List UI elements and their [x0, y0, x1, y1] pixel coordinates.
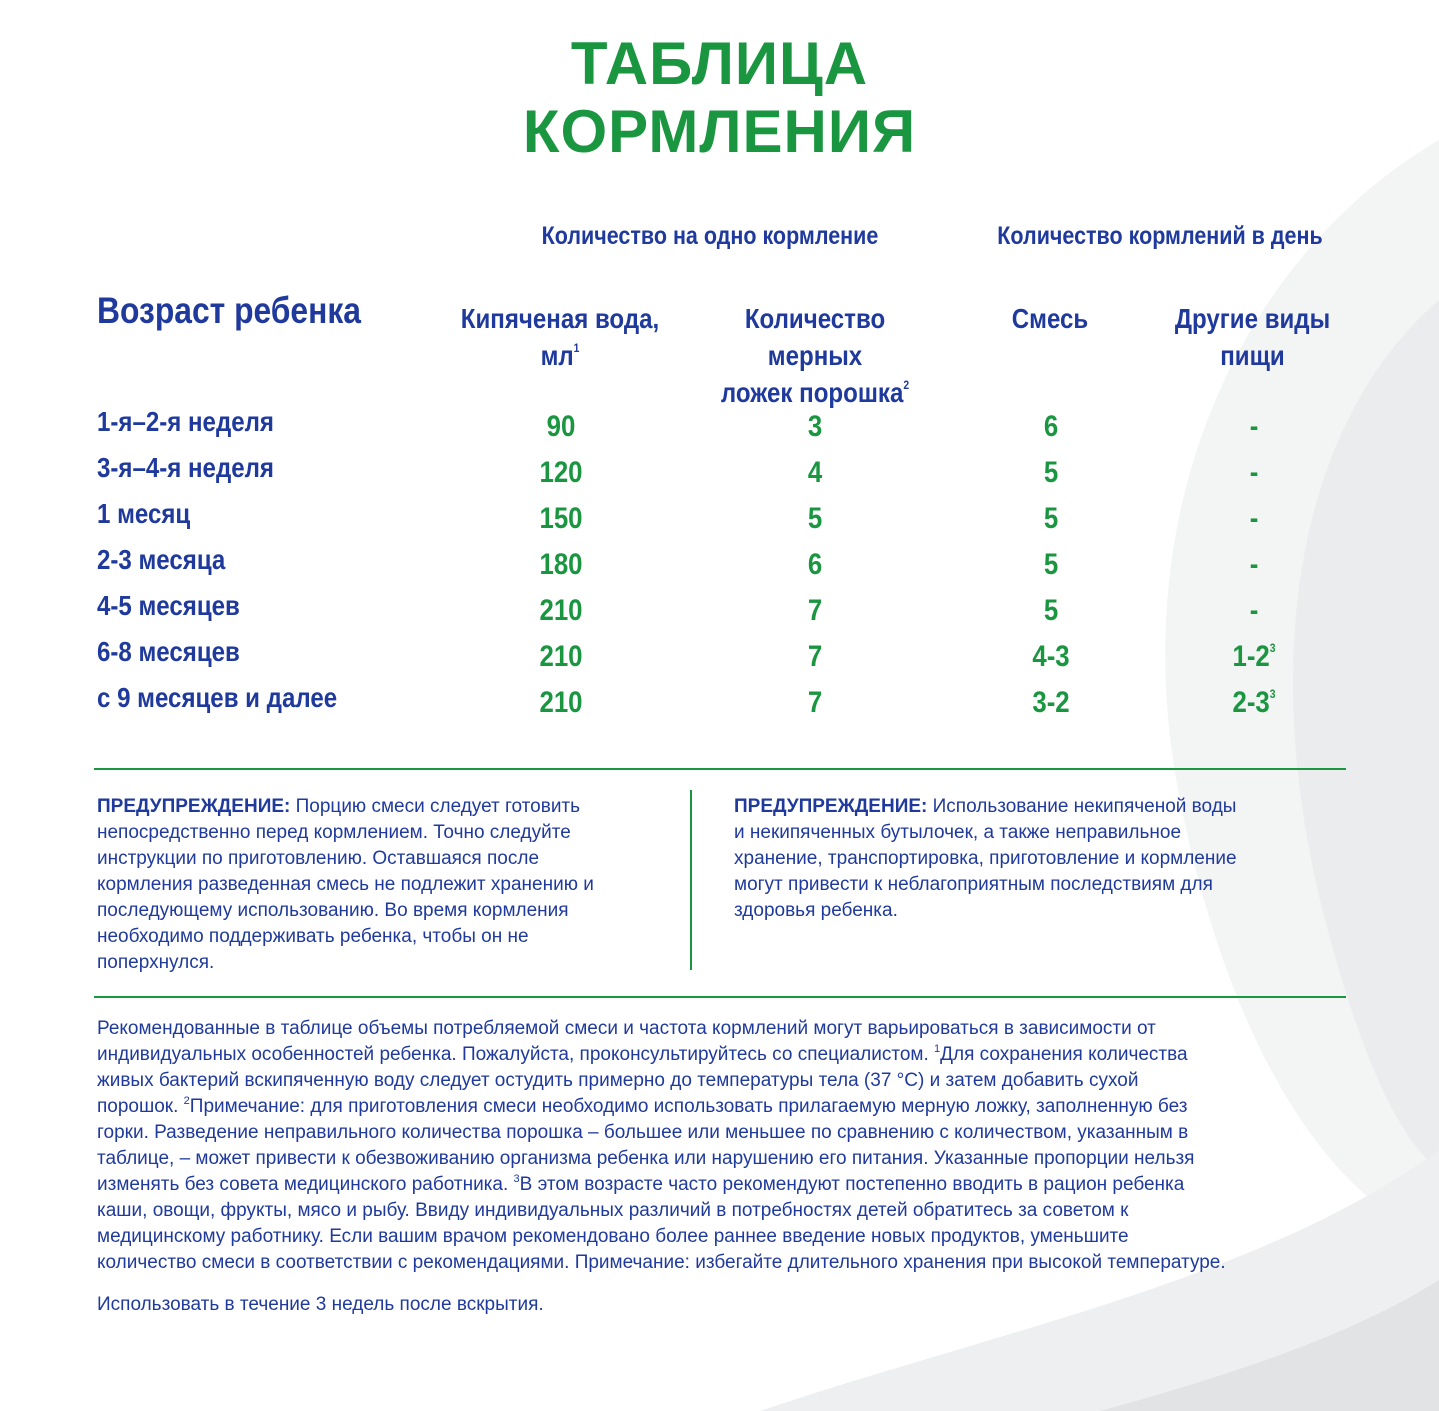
warning-left-label: ПРЕДУПРЕЖДЕНИЕ:	[97, 796, 291, 817]
notes-line: живых бактерий вскипяченную воду следует остудить примерно до температуры тела (37 °С) и затем добавить сухой	[97, 1070, 1139, 1091]
cell-spoons: 4	[807, 456, 823, 489]
warning-right-line: хранение, транспортировка, приготовление и кормление	[734, 848, 1237, 869]
warning-left-line: поперхнулся.	[97, 952, 215, 973]
divider-vertical	[690, 790, 692, 970]
cell-other-value: -	[1249, 594, 1259, 627]
title-line-1: ТАБЛИЦА	[570, 30, 869, 97]
water-header-label: Кипяченая вода,	[460, 303, 660, 334]
table-row	[0, 498, 1439, 544]
cell-age: 3-я–4-я неделя	[97, 452, 274, 483]
column-header-other-food	[1173, 300, 1332, 374]
water-header-unit: мл	[540, 340, 574, 371]
cell-water: 120	[539, 456, 583, 489]
notes-line: количество смеси в соответствии с рекомендациями. Примечание: избегайте длительного хранения при высокой температуре.	[97, 1252, 1226, 1273]
cell-other	[1185, 502, 1323, 536]
cell-age: 2-3 месяца	[97, 544, 226, 575]
warning-left-line: необходимо поддерживать ребенка, чтобы он не	[97, 926, 529, 947]
warning-right-line: и некипяченных бутылочек, а также неправильное	[734, 822, 1182, 843]
notes-line: горки. Разведение неправильного количества порошка – большее или меньшее по сравнению с количеством, указанным в	[97, 1122, 1189, 1143]
warning-left-line: кормления разведенная смесь не подлежит хранению и	[97, 874, 594, 895]
table-row	[0, 452, 1439, 498]
cell-other	[1185, 686, 1323, 720]
other-header-line-2: пищи	[1220, 340, 1285, 371]
spoons-header-line-1: Количество мерных	[744, 303, 886, 371]
cell-water: 210	[539, 640, 583, 673]
page-title	[0, 30, 1439, 166]
cell-other-value: -	[1249, 548, 1259, 581]
cell-spoons: 3	[807, 410, 823, 443]
warning-left	[97, 794, 677, 976]
cell-water: 180	[539, 548, 583, 581]
table-row	[0, 636, 1439, 682]
cell-water: 150	[539, 502, 583, 535]
table-row	[0, 590, 1439, 636]
warning-right-line: Использование некипяченой воды	[932, 796, 1237, 817]
warning-left-line: последующему использованию. Во время кормления	[97, 900, 569, 921]
warning-right	[734, 794, 1334, 924]
group-header-per-day: Количество кормлений в день	[997, 222, 1323, 250]
cell-age: с 9 месяцев и далее	[97, 682, 338, 713]
notes-line: В этом возрасте часто рекомендуют постепенно вводить в рацион ребенка	[519, 1174, 1185, 1195]
cell-spoons: 7	[807, 686, 823, 719]
cell-formula: 6	[1043, 410, 1059, 443]
cell-formula: 5	[1043, 502, 1059, 535]
cell-age: 1 месяц	[97, 498, 191, 529]
water-header-footnote: 1	[573, 341, 580, 355]
column-header-formula: Смесь	[1011, 303, 1089, 334]
cell-formula: 5	[1043, 548, 1059, 581]
divider-bottom	[94, 996, 1346, 998]
cell-other-value: -	[1249, 456, 1259, 489]
other-header-line-1: Другие виды	[1174, 303, 1331, 334]
cell-spoons: 5	[807, 502, 823, 535]
footnote-marker-3: 3	[513, 1173, 520, 1185]
divider-top	[94, 768, 1346, 770]
cell-other-footnote: 3	[1269, 641, 1276, 655]
notes-line: порошок.	[97, 1096, 184, 1117]
cell-other-footnote: 3	[1269, 687, 1276, 701]
use-within-note: Использовать в течение 3 недель после вскрытия.	[97, 1294, 544, 1315]
cell-other-value: -	[1249, 502, 1259, 535]
spoons-header-line-2: ложек порошка	[720, 377, 904, 408]
notes-line: Для сохранения количества	[940, 1044, 1188, 1065]
table-row	[0, 406, 1439, 452]
cell-water: 210	[539, 594, 583, 627]
footnotes	[97, 1016, 1347, 1318]
footnote-marker-2: 2	[183, 1095, 190, 1107]
cell-other	[1185, 548, 1323, 582]
cell-spoons: 6	[807, 548, 823, 581]
table-row	[0, 544, 1439, 590]
notes-line: изменять без совета медицинского работника.	[97, 1174, 514, 1195]
cell-water: 90	[546, 410, 576, 443]
cell-formula: 5	[1043, 456, 1059, 489]
cell-other	[1185, 456, 1323, 490]
warning-left-line: инструкции по приготовлению. Оставшаяся после	[97, 848, 540, 869]
warning-left-line: Порцию смеси следует готовить	[295, 796, 581, 817]
spoons-header-footnote: 2	[903, 378, 910, 392]
group-header-per-feeding: Количество на одно кормление	[541, 222, 879, 250]
warning-right-line: здоровья ребенка.	[734, 900, 898, 921]
cell-age: 6-8 месяцев	[97, 636, 240, 667]
notes-line: каши, овощи, фрукты, мясо и рыбу. Ввиду индивидуальных различий в потребностях детей обратитесь за советом к	[97, 1200, 1129, 1221]
warning-right-line: могут привести к неблагоприятным последствиям для	[734, 874, 1213, 895]
footnotes-paragraph	[97, 1016, 1347, 1276]
cell-spoons: 7	[807, 640, 823, 673]
cell-age: 4-5 месяцев	[97, 590, 240, 621]
warning-right-label: ПРЕДУПРЕЖДЕНИЕ:	[734, 796, 928, 817]
column-header-spoons	[699, 300, 931, 411]
cell-other	[1185, 594, 1323, 628]
cell-other	[1185, 640, 1323, 674]
notes-line: Рекомендованные в таблице объемы потребляемой смеси и частота кормлений могут варьироваться в зависимости от	[97, 1018, 1156, 1039]
cell-other-value: 2-3	[1232, 686, 1270, 719]
cell-other-value: 1-2	[1232, 640, 1270, 673]
footnote-marker-1: 1	[934, 1043, 941, 1055]
warning-left-line: непосредственно перед кормлением. Точно следуйте	[97, 822, 571, 843]
cell-formula: 5	[1043, 594, 1059, 627]
cell-spoons: 7	[807, 594, 823, 627]
cell-age: 1-я–2-я неделя	[97, 406, 274, 437]
notes-line: таблице, – может привести к обезвоживанию организма ребенка или нарушению его питания. Указанные пропорции нельзя	[97, 1148, 1195, 1169]
column-header-water	[448, 300, 672, 374]
notes-line: Примечание: для приготовления смеси необходимо использовать прилагаемую мерную ложку, заполненную без	[189, 1096, 1188, 1117]
notes-line: медицинскому работнику. Если вашим врачом рекомендовано более раннее введение новых продуктов, уменьшите	[97, 1226, 1129, 1247]
title-line-2: КОРМЛЕНИЯ	[522, 98, 917, 165]
cell-formula: 3-2	[1032, 686, 1070, 719]
notes-line: индивидуальных особенностей ребенка. Пожалуйста, проконсультируйтесь со специалистом.	[97, 1044, 935, 1065]
table-row	[0, 682, 1439, 728]
cell-formula: 4-3	[1032, 640, 1070, 673]
cell-water: 210	[539, 686, 583, 719]
cell-other	[1185, 410, 1323, 444]
cell-other-value: -	[1249, 410, 1259, 443]
column-header-age: Возраст ребенка	[97, 290, 361, 331]
